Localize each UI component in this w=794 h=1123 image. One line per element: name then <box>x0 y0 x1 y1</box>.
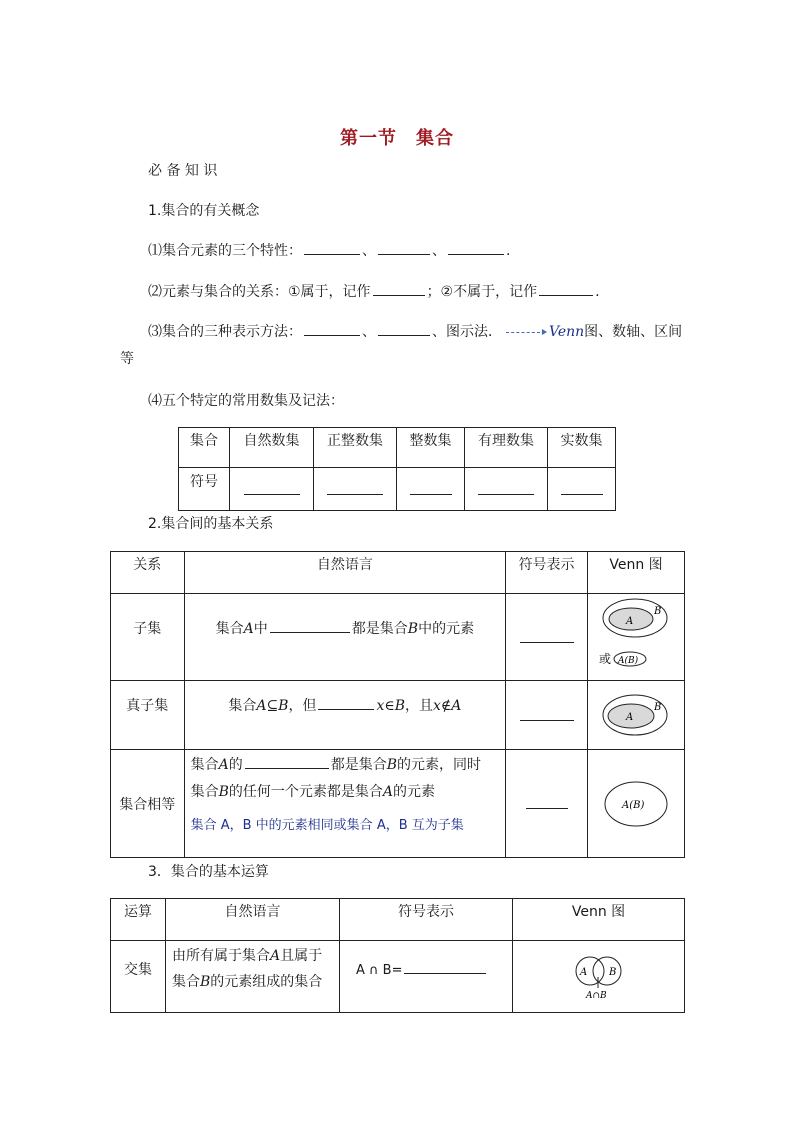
table-header: 自然语言 <box>184 552 506 594</box>
var: A <box>243 621 254 637</box>
separator: 、 <box>362 243 376 259</box>
paragraph-1 <box>148 240 510 260</box>
equal-venn-diagram <box>588 776 684 832</box>
venn-label-a: A <box>579 966 587 978</box>
text: 的元素 <box>393 784 436 800</box>
text: 中的元素 <box>418 621 475 637</box>
table-header: 实数集 <box>548 428 616 468</box>
blank <box>526 794 568 809</box>
venn-word: Venn <box>549 324 585 340</box>
section-heading: 必 备 知 识 <box>148 163 218 179</box>
table-header: Venn 图 <box>588 552 685 594</box>
blank <box>318 695 374 710</box>
venn-label-ab: A(B) <box>622 799 645 811</box>
venn-label-ab: A(B) <box>618 656 639 666</box>
p3-rest: 图、数轴、区间 <box>584 324 683 340</box>
blank <box>448 240 504 255</box>
table-header: 正整数集 <box>314 428 397 468</box>
venn-label-ab: A∩B <box>585 990 607 1001</box>
text: 的任何一个元素都是集合 <box>228 784 383 800</box>
table-row <box>111 594 685 681</box>
p2-mid: ；②不属于，记作 <box>426 284 538 300</box>
inter-line-1 <box>172 943 339 969</box>
equal-line-3: 集合 A，B 中的元素相同或集合 A，B 互为子集 <box>190 818 464 833</box>
table-cell <box>506 750 588 858</box>
paragraph-2 <box>148 281 600 301</box>
intersection-venn-diagram <box>564 952 634 1002</box>
text: 由所有属于集合 <box>172 948 270 964</box>
blank <box>478 480 534 495</box>
venn-cell <box>588 681 685 750</box>
paragraph-4: ⑷五个特定的常用数集及记法： <box>148 393 344 409</box>
heading-3: 3．集合的基本运算 <box>148 864 269 880</box>
blank <box>245 754 329 769</box>
text: 的元素组成的集合 <box>210 974 323 990</box>
text: 的元素，同时 <box>397 757 482 773</box>
table-cell <box>166 941 340 1013</box>
subset-venn-diagram <box>588 596 684 678</box>
blank <box>244 480 300 495</box>
text: ，且 <box>405 698 434 714</box>
venn-label-a: A <box>626 712 634 723</box>
p2-label: ⑵元素与集合的关系：①属于，记作 <box>148 284 371 300</box>
row-label: 集合相等 <box>111 750 185 858</box>
venn-cell <box>588 594 685 681</box>
venn-label-b: B <box>608 966 616 978</box>
number-sets-table <box>178 427 616 511</box>
blank <box>304 321 360 336</box>
blank <box>373 281 425 296</box>
table-header: 关系 <box>111 552 185 594</box>
table-cell <box>340 941 513 1013</box>
operations-table <box>110 898 685 1013</box>
equal-line-2 <box>191 779 506 806</box>
table-cell <box>397 468 465 511</box>
table-cell <box>465 468 548 511</box>
var: A <box>270 948 281 964</box>
text: ，但 <box>288 698 317 714</box>
row-label: 真子集 <box>111 681 185 750</box>
table-row <box>111 941 685 1013</box>
table-header: 符号表示 <box>340 899 513 941</box>
text: 集合 <box>190 784 219 800</box>
blank <box>561 480 603 495</box>
or-text: 或 <box>599 652 612 666</box>
table-row <box>111 750 685 858</box>
table-cell <box>506 594 588 681</box>
blank <box>270 618 350 633</box>
arrowhead-icon <box>542 329 547 335</box>
blank <box>539 281 593 296</box>
table-header: 整数集 <box>397 428 465 468</box>
text: 集合 <box>190 757 219 773</box>
var: B <box>200 974 211 990</box>
p3-label: ⑶集合的三种表示方法： <box>148 324 302 340</box>
blank <box>327 480 383 495</box>
heading-1: 1.集合的有关概念 <box>148 203 260 219</box>
table-header: 有理数集 <box>465 428 548 468</box>
text: 都是集合 <box>351 621 408 637</box>
inter-line-2 <box>172 969 339 995</box>
paragraph-3-wrap: 等 <box>120 351 134 367</box>
p1-label: ⑴集合元素的三个特性： <box>148 243 302 259</box>
text: 集合 <box>215 621 244 637</box>
table-header: 符号表示 <box>506 552 588 594</box>
row-label: 符号 <box>179 468 230 511</box>
text: 集合 <box>228 698 257 714</box>
table-cell <box>184 594 506 681</box>
text: 都是集合 <box>330 757 387 773</box>
table-header: 自然数集 <box>230 428 314 468</box>
period: . <box>595 284 600 300</box>
table-cell <box>184 750 506 858</box>
period: . <box>506 243 511 259</box>
dashed-arrow-icon <box>506 332 540 333</box>
text: 且属于 <box>280 948 323 964</box>
page-title: 第一节 集合 <box>340 128 454 149</box>
equal-line-1 <box>191 752 506 779</box>
relation: x∈B <box>376 698 406 714</box>
text: 中 <box>253 621 268 637</box>
table-cell <box>314 468 397 511</box>
blank <box>404 959 486 974</box>
table-cell <box>506 681 588 750</box>
relation: A⊆B <box>256 698 289 714</box>
row-label: 子集 <box>111 594 185 681</box>
var: A <box>382 784 394 800</box>
venn-label-b: B <box>654 702 662 713</box>
text: 的 <box>228 757 243 773</box>
relation: x∉A <box>433 698 462 714</box>
var: B <box>386 757 398 773</box>
blank <box>378 240 430 255</box>
table-cell <box>184 681 506 750</box>
table-header: 集合 <box>179 428 230 468</box>
separator: 、 <box>362 324 376 340</box>
var: A <box>218 757 229 773</box>
paragraph-3 <box>148 321 682 341</box>
intersection-symbol: A ∩ B= <box>356 963 403 978</box>
table-header: 自然语言 <box>166 899 340 941</box>
proper-subset-venn-diagram <box>588 690 684 740</box>
venn-cell <box>588 750 685 858</box>
venn-cell <box>513 941 685 1013</box>
table-cell <box>230 468 314 511</box>
var: B <box>407 621 419 637</box>
var: B <box>218 784 229 800</box>
table-row <box>111 681 685 750</box>
venn-label-a: A <box>626 616 634 627</box>
blank <box>520 628 574 643</box>
row-label: 交集 <box>111 941 166 1013</box>
blank <box>520 706 574 721</box>
venn-label-b: B <box>654 606 662 617</box>
table-header: 运算 <box>111 899 166 941</box>
relations-table <box>110 551 685 858</box>
heading-2: 2.集合间的基本关系 <box>148 516 274 532</box>
separator: 、 <box>432 243 446 259</box>
blank <box>378 321 430 336</box>
table-cell <box>548 468 616 511</box>
table-header: Venn 图 <box>513 899 685 941</box>
p3-mid: 、图示法． <box>432 324 502 340</box>
blank <box>304 240 360 255</box>
blank <box>410 480 452 495</box>
text: 集合 <box>172 974 200 990</box>
